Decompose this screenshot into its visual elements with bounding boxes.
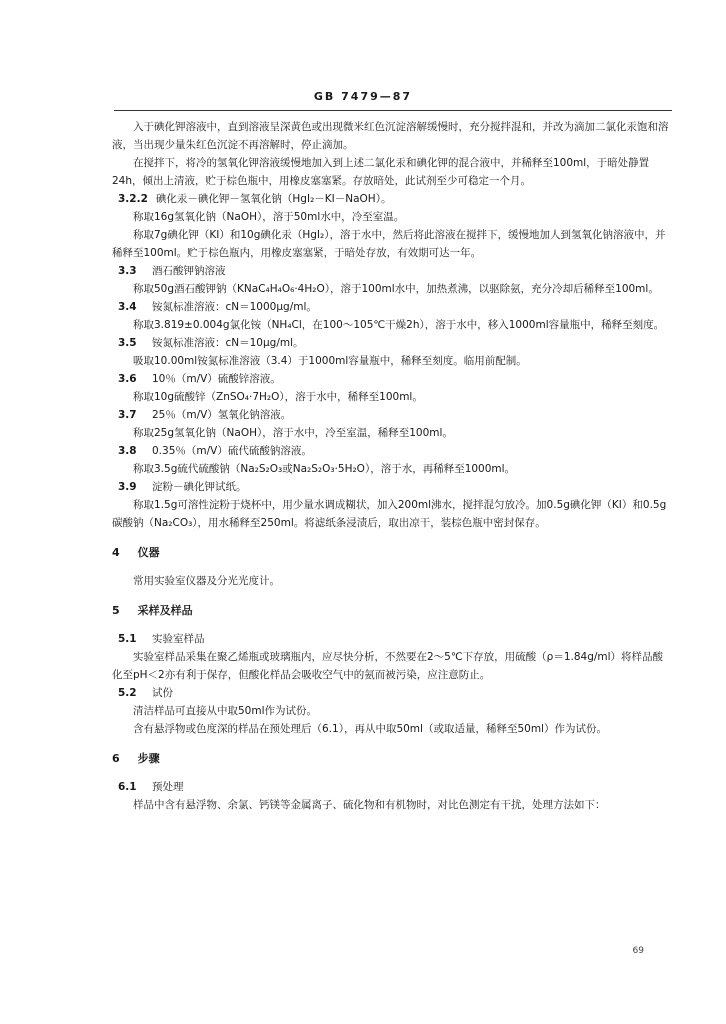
section-number: 3.3: [118, 265, 137, 277]
section-title: 25％（m/V）氢氧化钠溶液。: [152, 409, 292, 421]
section-title: 预处理: [152, 781, 184, 793]
section-title: 铵氮标准溶液：cN＝1000μg/ml。: [152, 301, 317, 313]
section-number: 3.7: [118, 409, 137, 421]
paragraph: 吸取10.00ml铵氮标准溶液（3.4）于1000ml容量瓶中，稀释至刻度。临用前配制。: [133, 355, 527, 367]
paragraph: 常用实验室仪器及分光光度计。: [133, 575, 280, 587]
paragraph: 称取3.5g硫代硫酸钠（Na₂S₂O₃或Na₂S₂O₃·5H₂O），溶于水，再稀释至1000ml。: [133, 463, 516, 475]
paragraph: 称取1.5g可溶性淀粉于烧杯中，用少量水调成糊状，加入200ml沸水，搅拌混匀放冷。加0.5g碘化钾（KI）和0.5g碳酸钠（Na₂CO₃），用水稀释至250ml。将滤纸条浸渍后，取出凉干，装棕色瓶中密封保存。: [112, 499, 667, 529]
page-number: 69: [632, 946, 644, 956]
section-title: 碘化汞－碘化钾－氢氧化钠（HgI₂－KI－NaOH）。: [155, 193, 392, 205]
paragraph: 称取50g酒石酸钾钠（KNaC₄H₄O₆·4H₂O），溶于100ml水中，加热煮沸，以驱除氨，充分冷却后稀释至100ml。: [133, 283, 659, 295]
section-title: 采样及样品: [137, 604, 193, 617]
section-number: 4: [112, 546, 120, 559]
paragraph: 样品中含有悬浮物、余氯、钙镁等金属离子、硫化物和有机物时，对比色测定有干扰，处理方法如下：: [133, 799, 606, 811]
paragraph: 实验室样品采集在聚乙烯瓶或玻璃瓶内，应尽快分析，不然要在2～5℃下存放，用硫酸（ρ＝1.84g/ml）将样品酸化至pH＜2亦有利于保存，但酸化样品会吸收空气中的氨而被污染，应注意防止。: [112, 651, 664, 681]
section-number: 3.9: [118, 481, 137, 493]
paragraph: 称取10g硫酸锌（ZnSO₄·7H₂O），溶于水中，稀释至100ml。: [133, 391, 423, 403]
subsection-heading: [112, 262, 672, 280]
section-number: 5: [112, 604, 120, 617]
header-rule: [114, 110, 672, 111]
section-title: 铵氮标准溶液：cN＝10μg/ml。: [152, 337, 304, 349]
section-title: 仪器: [137, 546, 160, 559]
section-number: 3.8: [118, 445, 137, 457]
section-number: 6: [112, 752, 120, 765]
section-heading: [112, 602, 672, 620]
section-number: 3.4: [118, 301, 137, 313]
subsection-heading: [112, 684, 672, 702]
section-title: 试份: [152, 687, 173, 699]
subsection-heading: [112, 478, 672, 496]
subsection-heading: [112, 298, 672, 316]
subsection-heading: [112, 370, 672, 388]
paragraph: 称取7g碘化钾（KI）和10g碘化汞（HgI₂），溶于水中，然后将此溶液在搅拌下，缓慢地加人到氢氧化钠溶液中，并稀释至100ml。贮于棕色瓶内，用橡皮塞塞紧，于暗处存放，有效期可达一年。: [112, 229, 666, 259]
section-number: 6.1: [118, 781, 137, 793]
subsection-heading: [112, 406, 672, 424]
subsection-heading: [112, 442, 672, 460]
standard-code-header: GB 7479—87: [313, 90, 413, 103]
section-title: 0.35％（m/V）硫代硫酸钠溶液。: [152, 445, 312, 457]
document-body: [112, 118, 672, 814]
subsection-heading: [112, 778, 672, 796]
section-number: 5.1: [118, 633, 137, 645]
section-number: 5.2: [118, 687, 137, 699]
subsection-heading: [112, 630, 672, 648]
section-number: 3.5: [118, 337, 137, 349]
subsection-heading: [112, 190, 672, 208]
section-title: 10％（m/V）硫酸锌溶液。: [152, 373, 281, 385]
paragraph: 称取16g氢氧化钠（NaOH），溶于50ml水中，冷至室温。: [133, 211, 405, 223]
section-title: 淀粉－碘化钾试纸。: [152, 481, 247, 493]
section-number: 3.6: [118, 373, 137, 385]
section-heading: [112, 750, 672, 768]
section-title: 步骤: [137, 752, 160, 765]
section-title: 酒石酸钾钠溶液: [152, 265, 226, 277]
section-heading: [112, 544, 672, 562]
subsection-heading: [112, 334, 672, 352]
paragraph: 称取3.819±0.004g氯化铵（NH₄Cl，在100～105℃干燥2h），溶于水中，移入1000ml容量瓶中，稀释至刻度。: [133, 319, 665, 331]
paragraph: 清洁样品可直接从中取50ml作为试份。: [133, 705, 318, 717]
paragraph: 在搅拌下，将冷的氢氧化钾溶液缓慢地加入到上述二氯化汞和碘化钾的混合液中，并稀释至100ml，于暗处静置24h，倾出上清液，贮于棕色瓶中，用橡皮塞塞紧。存放暗处，此试剂至少可稳定一个月。: [112, 157, 650, 187]
paragraph: 称取25g氢氧化钠（NaOH），溶于水中，冷至室温，稀释至100ml。: [133, 427, 453, 439]
section-title: 实验室样品: [152, 633, 205, 645]
paragraph: 含有悬浮物或色度深的样品在预处理后（6.1），再从中取50ml（或取适量，稀释至50ml）作为试份。: [133, 723, 607, 735]
section-number: 3.2.2: [118, 193, 148, 205]
paragraph: 入于碘化钾溶液中，直到溶液呈深黄色或出现微米红色沉淀溶解缓慢时，充分搅拌混和，并改为滴加二氯化汞饱和溶液，当出现少量朱红色沉淀不再溶解时，停止滴加。: [112, 121, 669, 151]
